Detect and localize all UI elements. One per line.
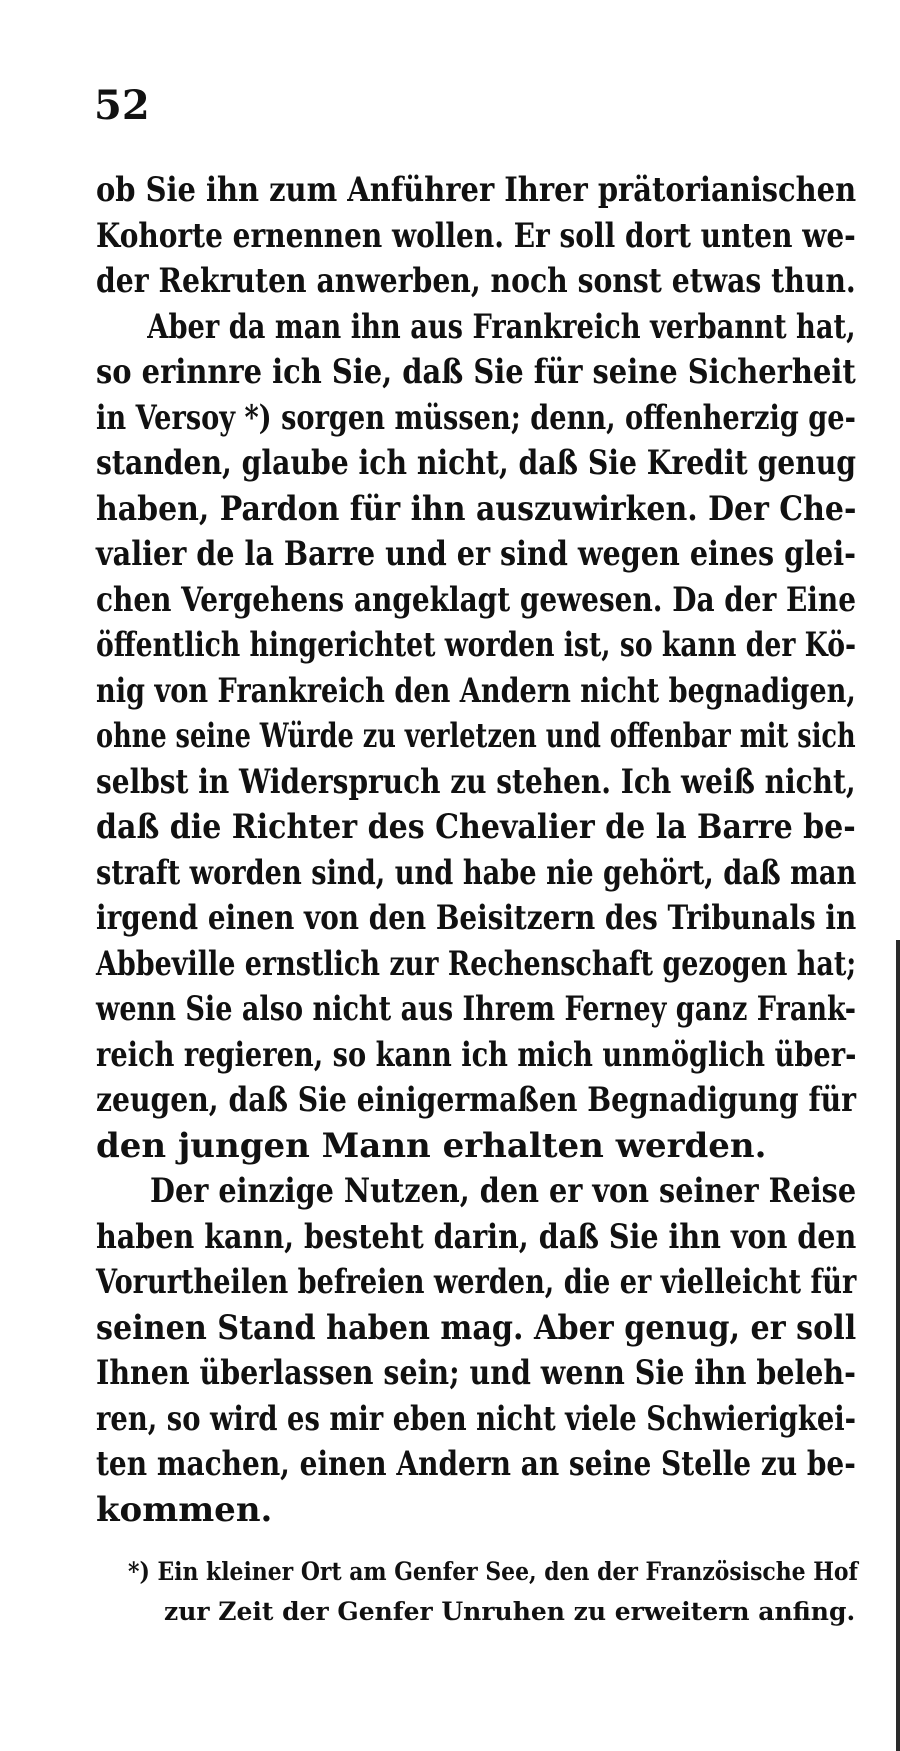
text-line: so erinnre ich Sie, daß Sie für seine Sicherheit <box>96 352 856 392</box>
text-line: seinen Stand haben mag. Aber genug, er soll <box>96 1307 857 1348</box>
text-line: der Rekruten anwerben, noch sonst etwas thun. <box>96 261 856 301</box>
text-line: ten machen, einen Andern an seine Stelle zu be- <box>96 1444 856 1484</box>
text-line: reich regieren, so kann ich mich unmöglich über- <box>96 1034 857 1075</box>
text-line: irgend einen von den Beisitzern des Tribunals in <box>96 898 857 938</box>
text-line: chen Vergehens angeklagt gewesen. Da der Eine <box>96 579 857 620</box>
text-line: daß die Richter des Chevalier de la Barre be- <box>96 807 856 847</box>
text-line: ren, so wird es mir eben nicht viele Schwierigkei- <box>96 1398 857 1439</box>
text-line: haben, Pardon für ihn auszuwirken. Der Che- <box>96 488 857 529</box>
footnote <box>128 1552 858 1632</box>
text-line: Vorurtheilen befreien werden, die er vielleicht für <box>96 1262 857 1302</box>
text-line: nig von Frankreich den Andern nicht begnadigen, <box>96 670 856 711</box>
text-line: haben kann, besteht darin, daß Sie ihn von den <box>96 1216 857 1257</box>
text-line: kommen. <box>96 1489 273 1530</box>
text-line: ob Sie ihn zum Anführer Ihrer prätorianischen <box>96 170 857 210</box>
main-text <box>96 168 856 1533</box>
text-line: in Versoy *) sorgen müssen; denn, offenherzig ge- <box>96 397 856 438</box>
text-line: valier de la Barre und er sind wegen eines glei- <box>96 534 856 574</box>
text-line: Abbeville ernstlich zur Rechenschaft gezogen hat; <box>96 943 857 984</box>
text-line: standen, glaube ich nicht, daß Sie Kredit genug <box>96 443 857 483</box>
text-line: Ihnen überlassen sein; und wenn Sie ihn beleh- <box>96 1353 856 1393</box>
footnote-line: *) Ein kleiner Ort am Genfer See, den der Französische Hof <box>128 1557 858 1586</box>
text-line: Kohorte ernennen wollen. Er soll dort unten we- <box>96 215 856 256</box>
text-line: ohne seine Würde zu verletzen und offenbar mit sich <box>96 716 856 756</box>
text-line: den jungen Mann erhalten werden. <box>96 1125 767 1166</box>
text-line: straft worden sind, und habe nie gehört, daß man <box>96 852 857 893</box>
page-edge-shadow <box>896 940 900 1751</box>
text-line: zeugen, daß Sie einigermaßen Begnadigung für <box>96 1080 857 1120</box>
text-line: selbst in Widerspruch zu stehen. Ich weiß nicht, <box>96 761 856 802</box>
text-line: Aber da man ihn aus Frankreich verbannt hat, <box>147 306 856 347</box>
text-line: öffentlich hingerichtet worden ist, so kann der Kö- <box>96 625 857 665</box>
text-line: Der einzige Nutzen, den er von seiner Reise <box>150 1171 857 1211</box>
page-number: 52 <box>94 82 150 129</box>
footnote-line: zur Zeit der Genfer Unruhen zu erweitern anfing. <box>164 1597 856 1626</box>
text-line: wenn Sie also nicht aus Ihrem Ferney ganz Frank- <box>96 989 856 1029</box>
